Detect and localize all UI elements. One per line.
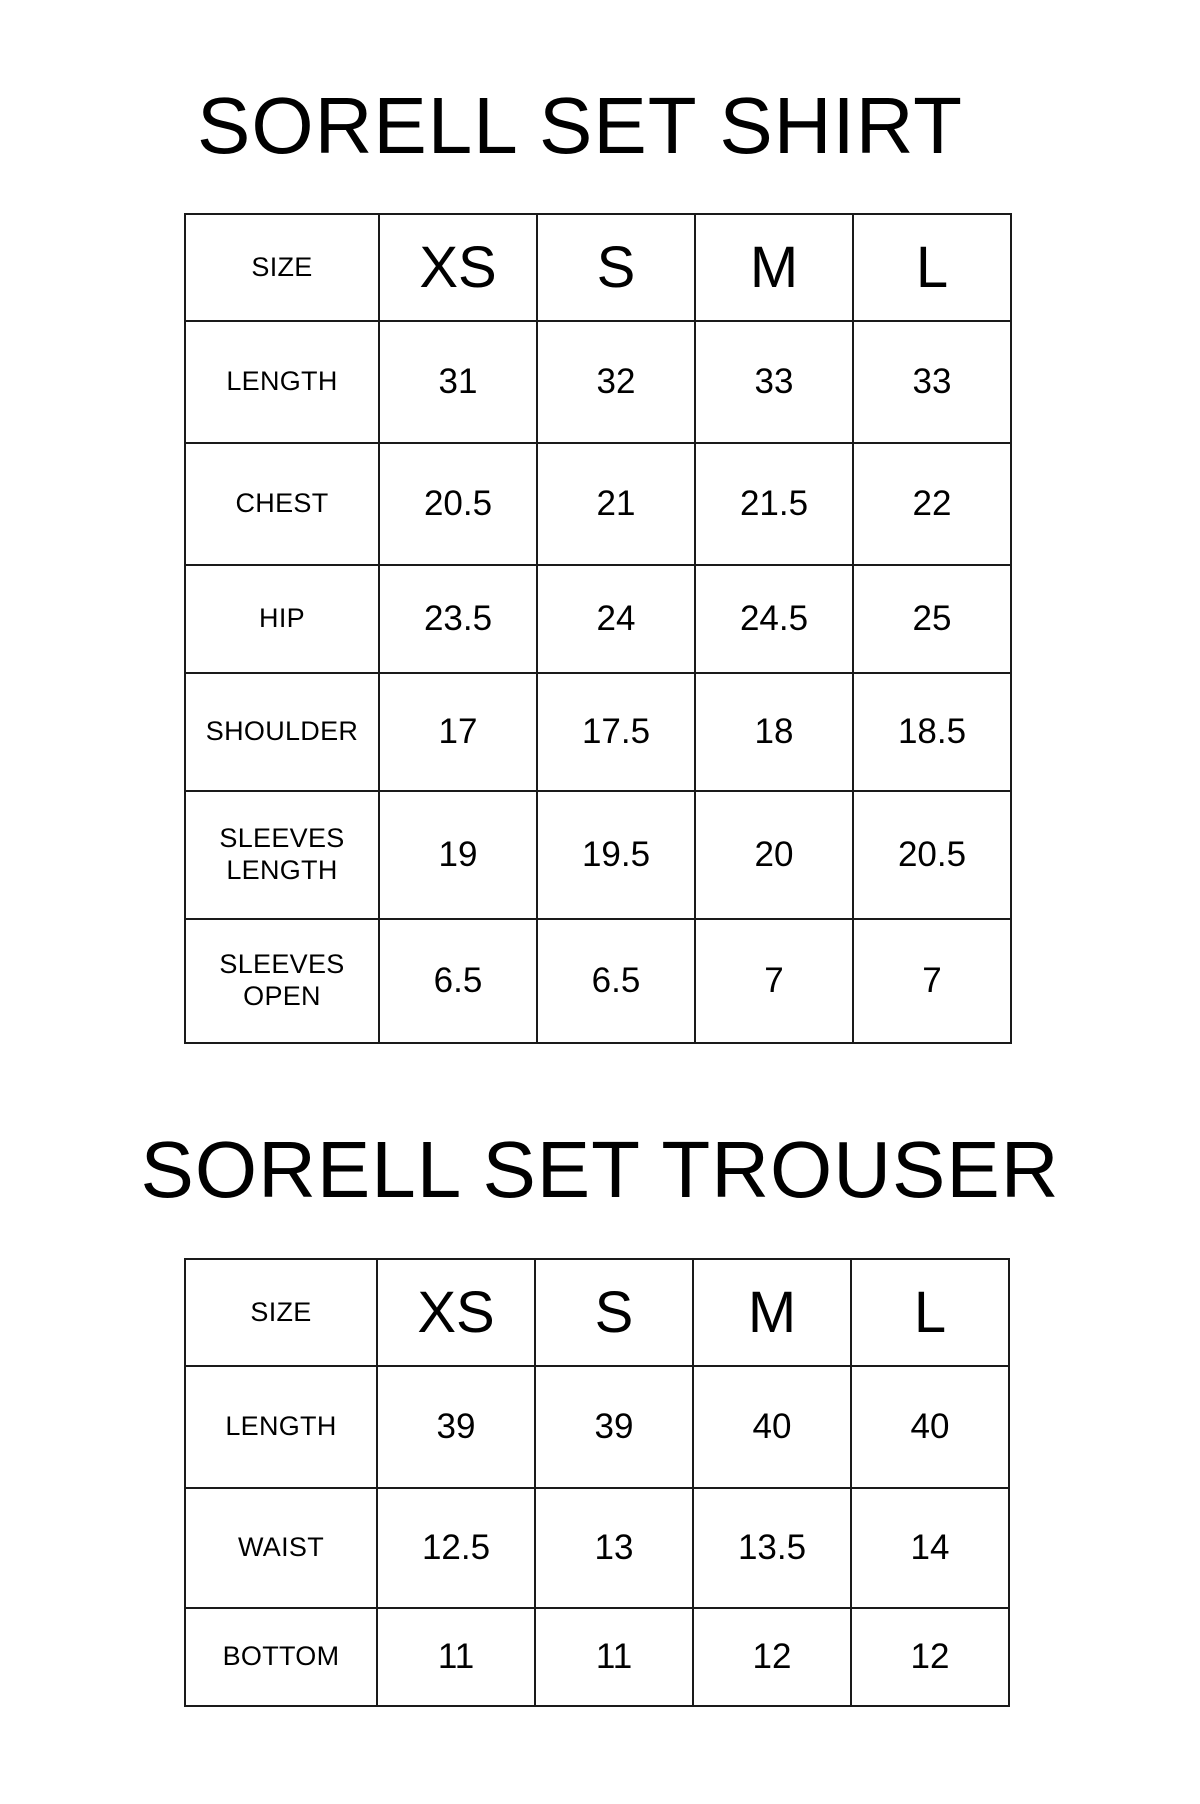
table-row bbox=[185, 565, 1011, 673]
table-row bbox=[185, 443, 1011, 565]
row-label: LENGTH bbox=[185, 321, 379, 443]
measurement-value: 33 bbox=[853, 321, 1011, 443]
size-column-m: M bbox=[693, 1259, 851, 1366]
measurement-value: 33 bbox=[695, 321, 853, 443]
size-column-s: S bbox=[535, 1259, 693, 1366]
size-column-l: L bbox=[851, 1259, 1009, 1366]
measurement-value: 25 bbox=[853, 565, 1011, 673]
table-row bbox=[185, 321, 1011, 443]
shirt-size-table bbox=[184, 213, 1012, 1044]
table-row bbox=[185, 919, 1011, 1043]
row-label: SLEEVES LENGTH bbox=[185, 791, 379, 919]
measurement-value: 21.5 bbox=[695, 443, 853, 565]
table-row bbox=[185, 1488, 1009, 1608]
measurement-value: 18 bbox=[695, 673, 853, 791]
measurement-value: 12 bbox=[851, 1608, 1009, 1706]
measurement-value: 19.5 bbox=[537, 791, 695, 919]
measurement-value: 20 bbox=[695, 791, 853, 919]
measurement-value: 12 bbox=[693, 1608, 851, 1706]
table-row bbox=[185, 791, 1011, 919]
size-column-xs: XS bbox=[377, 1259, 535, 1366]
measurement-value: 40 bbox=[693, 1366, 851, 1488]
size-column-s: S bbox=[537, 214, 695, 321]
measurement-value: 21 bbox=[537, 443, 695, 565]
measurement-value: 20.5 bbox=[853, 791, 1011, 919]
row-label: WAIST bbox=[185, 1488, 377, 1608]
measurement-value: 6.5 bbox=[537, 919, 695, 1043]
measurement-value: 18.5 bbox=[853, 673, 1011, 791]
table-row bbox=[185, 1608, 1009, 1706]
measurement-value: 13.5 bbox=[693, 1488, 851, 1608]
measurement-value: 17.5 bbox=[537, 673, 695, 791]
measurement-value: 6.5 bbox=[379, 919, 537, 1043]
table-row bbox=[185, 673, 1011, 791]
measurement-value: 22 bbox=[853, 443, 1011, 565]
measurement-value: 24.5 bbox=[695, 565, 853, 673]
shirt-chart-title: SORELL SET SHIRT bbox=[197, 81, 963, 170]
size-column-xs: XS bbox=[379, 214, 537, 321]
trouser-size-table bbox=[184, 1258, 1010, 1707]
row-label: HIP bbox=[185, 565, 379, 673]
measurement-value: 11 bbox=[535, 1608, 693, 1706]
table-header-row bbox=[185, 214, 1011, 321]
measurement-value: 7 bbox=[853, 919, 1011, 1043]
measurement-value: 7 bbox=[695, 919, 853, 1043]
table-row bbox=[185, 1366, 1009, 1488]
measurement-value: 39 bbox=[377, 1366, 535, 1488]
measurement-value: 12.5 bbox=[377, 1488, 535, 1608]
row-label: LENGTH bbox=[185, 1366, 377, 1488]
row-label: SHOULDER bbox=[185, 673, 379, 791]
measurement-value: 19 bbox=[379, 791, 537, 919]
measurement-value: 14 bbox=[851, 1488, 1009, 1608]
table-header-row bbox=[185, 1259, 1009, 1366]
measurement-value: 13 bbox=[535, 1488, 693, 1608]
measurement-value: 32 bbox=[537, 321, 695, 443]
row-label: SLEEVES OPEN bbox=[185, 919, 379, 1043]
measurement-value: 24 bbox=[537, 565, 695, 673]
measurement-value: 11 bbox=[377, 1608, 535, 1706]
measurement-value: 20.5 bbox=[379, 443, 537, 565]
size-column-l: L bbox=[853, 214, 1011, 321]
size-header-label: SIZE bbox=[185, 1259, 377, 1366]
row-label: BOTTOM bbox=[185, 1608, 377, 1706]
measurement-value: 17 bbox=[379, 673, 537, 791]
size-header-label: SIZE bbox=[185, 214, 379, 321]
row-label: CHEST bbox=[185, 443, 379, 565]
size-column-m: M bbox=[695, 214, 853, 321]
measurement-value: 39 bbox=[535, 1366, 693, 1488]
measurement-value: 40 bbox=[851, 1366, 1009, 1488]
measurement-value: 31 bbox=[379, 321, 537, 443]
measurement-value: 23.5 bbox=[379, 565, 537, 673]
trouser-chart-title: SORELL SET TROUSER bbox=[140, 1125, 1060, 1214]
